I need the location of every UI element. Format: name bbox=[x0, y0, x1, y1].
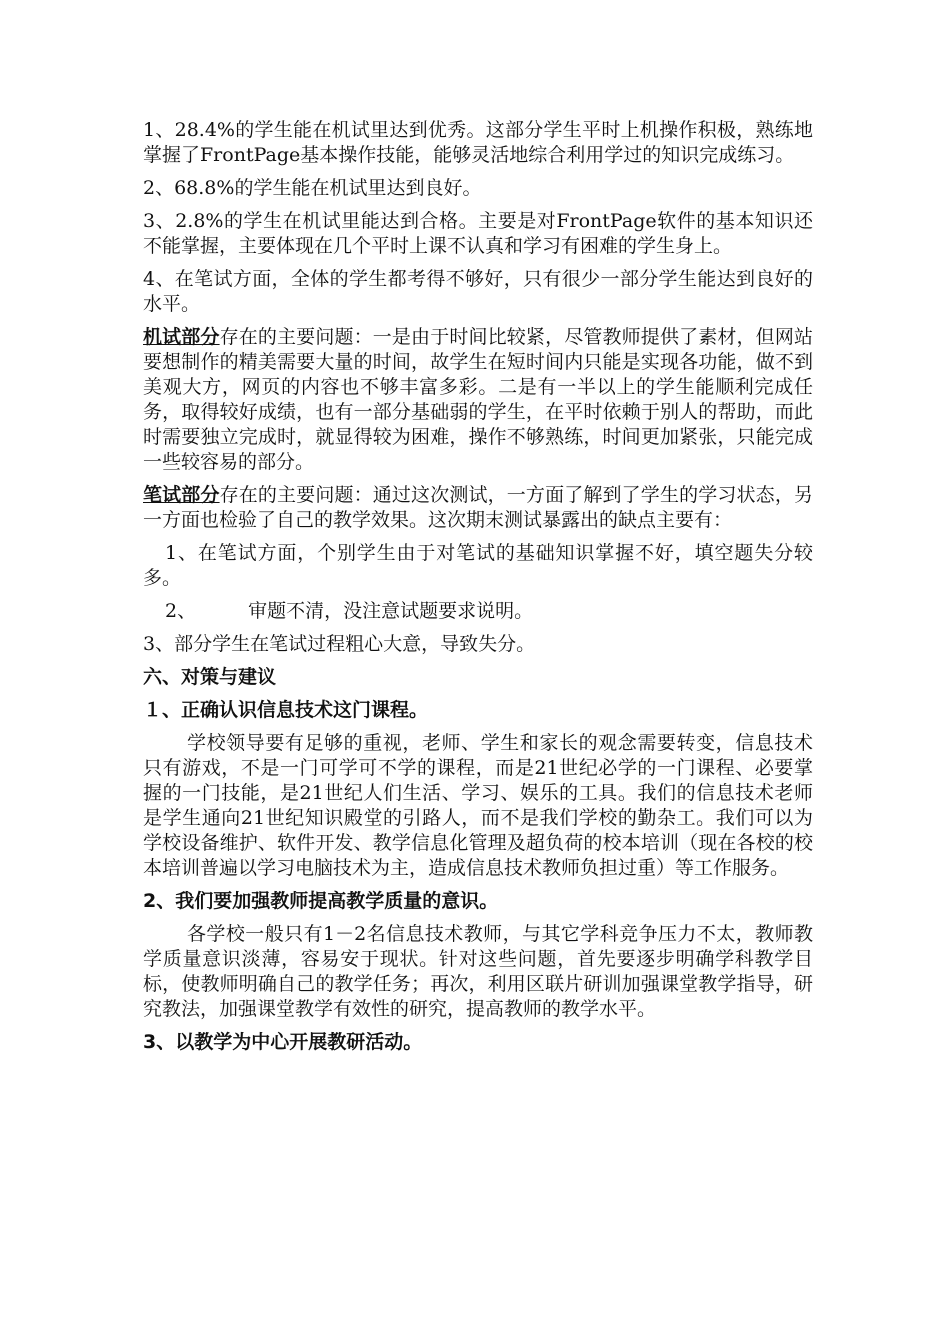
written-section-label: 笔试部分 bbox=[143, 484, 220, 506]
machine-section-label: 机试部分 bbox=[143, 326, 220, 348]
document-page bbox=[143, 118, 813, 1063]
written-problems-text: 存在的主要问题：通过这次测试，一方面了解到了学生的学习状态，另一方面也检验了自己的教学效果。这次期末测试暴露出的缺点主要有： bbox=[143, 484, 813, 531]
paragraph-written-problems bbox=[143, 483, 813, 533]
paragraph-machine-excellent: 1、28.4%的学生能在机试里达到优秀。这部分学生平时上机操作积极，熟练地掌握了FrontPage基本操作技能，能够灵活地综合利用学过的知识完成练习。 bbox=[143, 119, 813, 166]
subheading-2: 2、我们要加强教师提高教学质量的意识。 bbox=[143, 890, 499, 912]
paragraph-written-issue-3: 3、部分学生在笔试过程粗心大意，导致失分。 bbox=[143, 633, 536, 655]
paragraph-written-overall: 4、在笔试方面，全体的学生都考得不够好，只有很少一部分学生能达到良好的水平。 bbox=[143, 268, 813, 315]
paragraph-machine-problems bbox=[143, 325, 813, 475]
issue-2-text: 审题不清，没注意试题要求说明。 bbox=[248, 600, 534, 622]
subheading-3: 3、以教学为中心开展教研活动。 bbox=[143, 1031, 423, 1053]
paragraph-subheading-1-body: 学校领导要有足够的重视，老师、学生和家长的观念需要转变，信息技术只有游戏，不是一门可学可不学的课程，而是21世纪必学的一门课程、必要掌握的一门技能，是21世纪人们生活、学习、娱乐的工具。我们的信息技术老师是学生通向21世纪知识殿堂的引路人，而不是我们学校的勤杂工。我们可以为学校设备维护、软件开发、教学信息化管理及超负荷的校本培训（现在各校的校本培训普遍以学习电脑技术为主，造成信息技术教师负担过重）等工作服务。 bbox=[143, 732, 813, 879]
paragraph-subheading-2-body: 各学校一般只有1－2名信息技术教师，与其它学科竞争压力不太，教师教学质量意识淡薄，容易安于现状。针对这些问题，首先要逐步明确学科教学目标，使教师明确自己的教学任务；再次，利用区联片研训加强课堂教学指导，研究教法，加强课堂教学有效性的研究，提高教师的教学水平。 bbox=[143, 923, 813, 1020]
paragraph-machine-pass: 3、2.8%的学生在机试里能达到合格。主要是对FrontPage软件的基本知识还不能掌握，主要体现在几个平时上课不认真和学习有困难的学生身上。 bbox=[143, 210, 813, 257]
paragraph-machine-good: 2、68.8%的学生能在机试里达到良好。 bbox=[143, 177, 482, 199]
paragraph-written-issue-1: 1、在笔试方面，个别学生由于对笔试的基础知识掌握不好，填空题失分较多。 bbox=[143, 542, 813, 589]
machine-problems-text: 存在的主要问题：一是由于时间比较紧，尽管教师提供了素材，但网站要想制作的精美需要大量的时间，故学生在短时间内只能是实现各功能，做不到美观大方，网页的内容也不够丰富多彩。二是有一半以上的学生能顺利完成任务，取得较好成绩，也有一部分基础弱的学生，在平时依赖于别人的帮助，而此时需要独立完成时，就显得较为困难，操作不够熟练，时间更加紧张，只能完成一些较容易的部分。 bbox=[143, 326, 813, 473]
section-heading-six: 六、对策与建议 bbox=[143, 666, 277, 688]
subheading-1: １、正确认识信息技术这门课程。 bbox=[143, 699, 429, 721]
issue-2-number: 2、 bbox=[165, 600, 197, 622]
paragraph-written-issue-2 bbox=[143, 599, 813, 624]
